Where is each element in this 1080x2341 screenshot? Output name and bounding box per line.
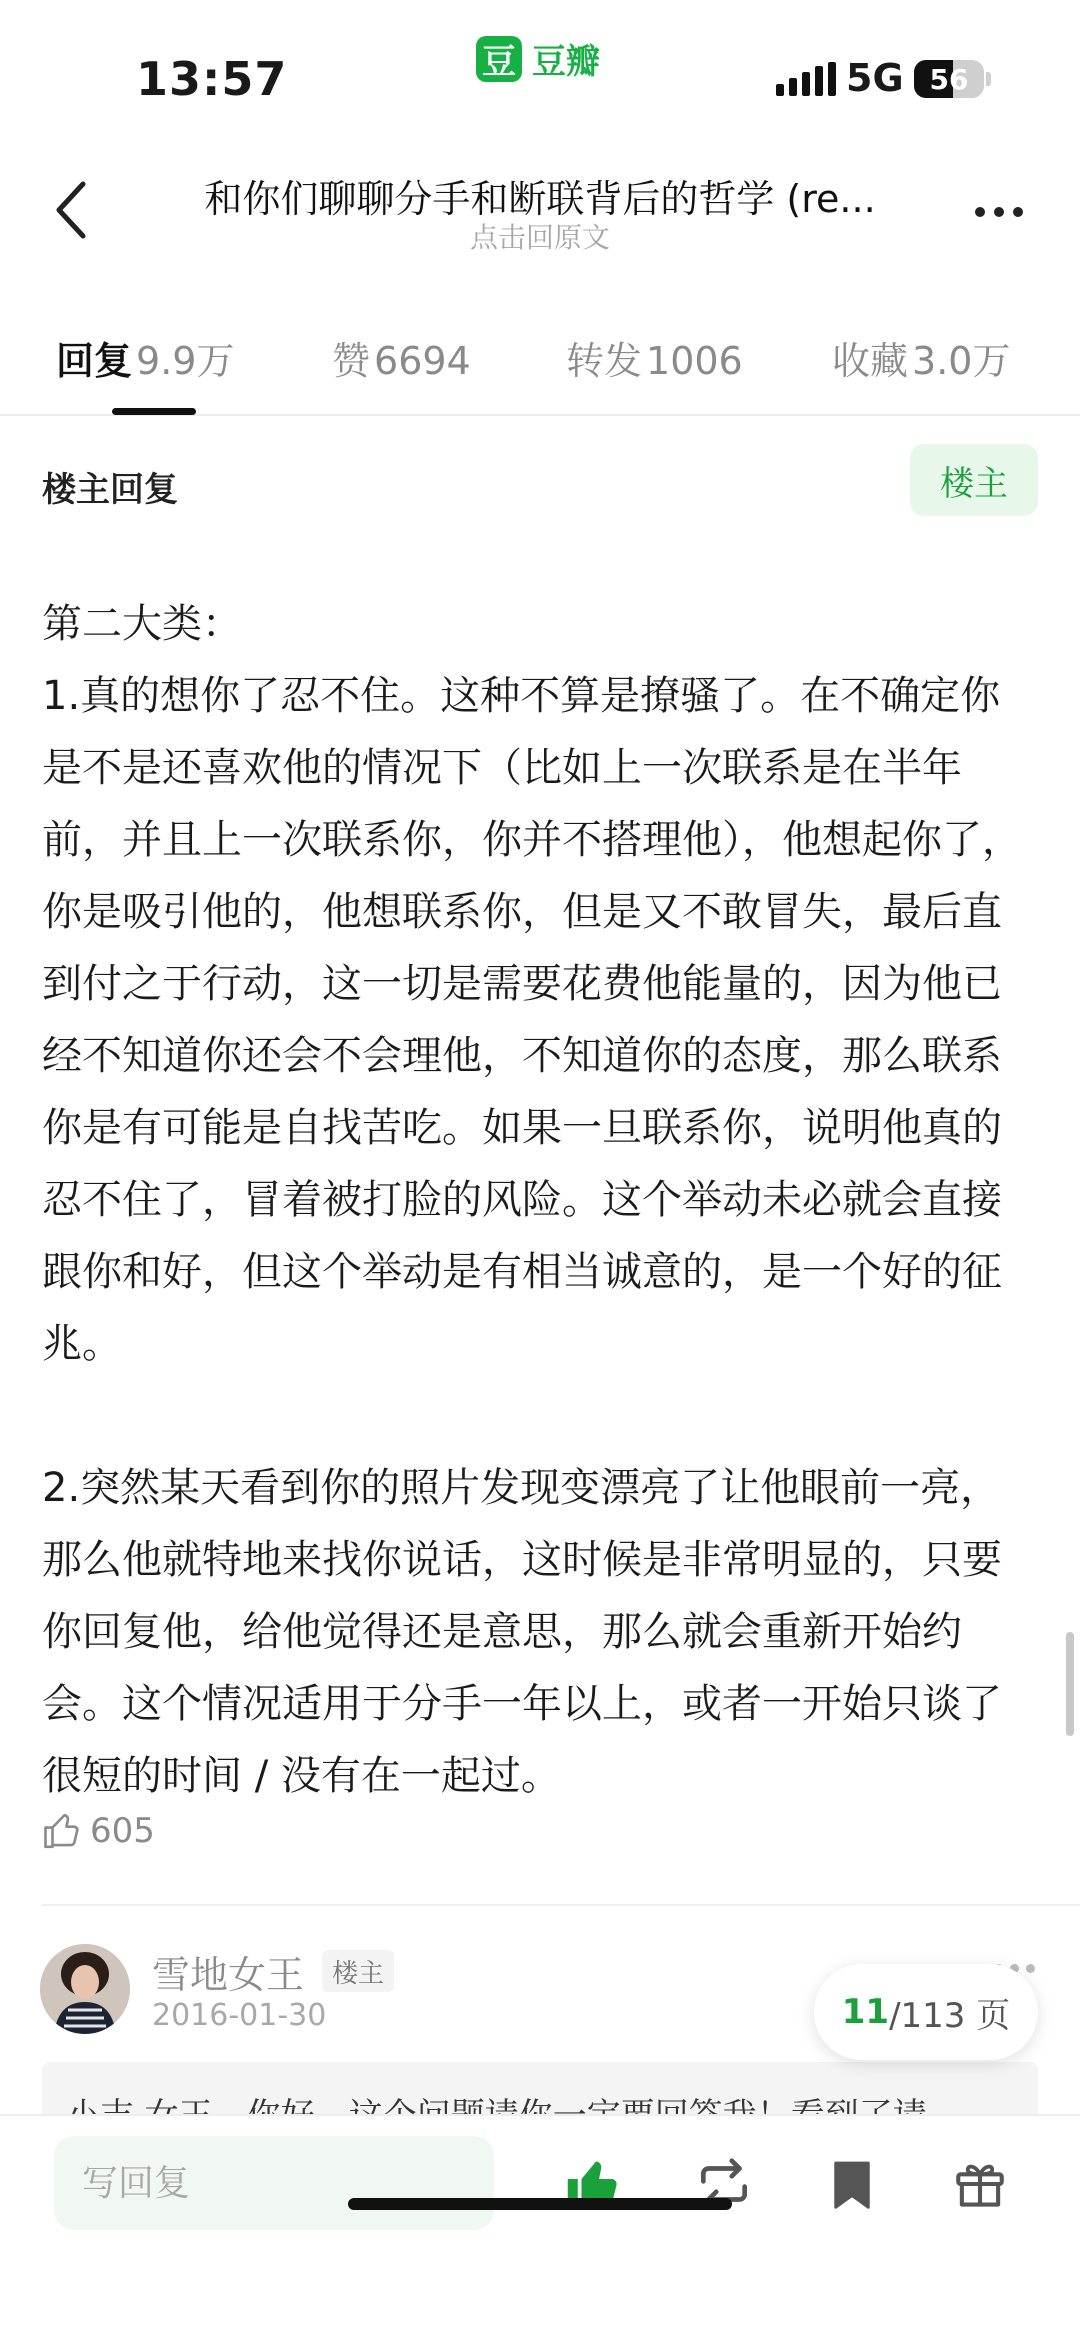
divider	[42, 1904, 1080, 1906]
dot-icon	[1013, 207, 1023, 217]
username[interactable]: 雪地女王	[152, 1953, 305, 1997]
reply-content	[42, 588, 1038, 1812]
current-page: 11	[841, 1992, 890, 2032]
dot-icon	[975, 207, 985, 217]
like-post-button[interactable]	[556, 2146, 632, 2222]
active-tab-indicator	[112, 408, 196, 415]
like-button[interactable]	[42, 1810, 155, 1852]
op-filter-button[interactable]: 楼主	[910, 444, 1038, 516]
nav-bar	[0, 150, 1080, 270]
gift-button[interactable]	[942, 2146, 1018, 2222]
op-tag: 楼主	[322, 1950, 394, 1992]
content-paragraph: 第二大类：	[42, 601, 242, 647]
battery-icon	[914, 60, 984, 98]
more-options-button[interactable]	[964, 192, 1034, 232]
scrollbar[interactable]	[1066, 1632, 1074, 1736]
reshare-button[interactable]	[686, 2146, 762, 2222]
douban-logo-icon: 豆	[476, 36, 522, 82]
page-indicator-button[interactable]	[814, 1964, 1038, 2060]
tab-count: 3.0万	[912, 339, 1011, 383]
avatar-image-icon	[40, 1944, 130, 2034]
tab-label: 转发	[566, 339, 643, 383]
back-to-original-link[interactable]: 点击回原文	[469, 221, 610, 254]
gift-icon	[951, 2155, 1009, 2213]
dot-icon	[1026, 1964, 1035, 1973]
page-title: 和你们聊聊分手和断联背后的哲学 (re...	[204, 177, 876, 221]
status-bar	[0, 0, 1080, 150]
total-pages: /113 页	[889, 1995, 1011, 2036]
comment-date: 2016-01-30	[152, 1998, 327, 2033]
network-type: 5G	[846, 56, 904, 100]
tab-bar	[0, 320, 1080, 416]
signal-icon	[776, 62, 836, 96]
home-indicator	[348, 2198, 732, 2210]
tab-replies[interactable]	[56, 330, 234, 385]
battery-level: 56	[929, 62, 969, 96]
collect-button[interactable]	[814, 2146, 890, 2222]
tab-count: 9.9万	[136, 339, 235, 383]
back-button[interactable]	[36, 170, 106, 250]
bookmark-icon	[824, 2156, 880, 2212]
thumbs-up-icon	[42, 1810, 84, 1852]
status-time: 13:57	[136, 52, 288, 106]
tab-label: 收藏	[832, 339, 909, 383]
brand-name: 豆瓣	[532, 42, 600, 82]
brand	[476, 34, 600, 83]
tab-reshares[interactable]	[566, 330, 743, 385]
bottom-action-bar	[0, 2114, 1080, 2341]
content-paragraph: 2.突然某天看到你的照片发现变漂亮了让他眼前一亮，那么他就特地来找你说话，这时候是非常明显的，只要你回复他，给他觉得还是意思，那么就会重新开始约会。这个情况适用于分手一年以上，或者一开始只谈了很短的时间 / 没有在一起过。	[42, 1465, 1002, 1799]
reply-input[interactable]	[54, 2136, 494, 2230]
content-paragraph: 1.真的想你了忍不住。这种不算是撩骚了。在不确定你是不是还喜欢他的情况下（比如上一次联系是在半年前，并且上一次联系你，你并不搭理他），他想起你了，你是吸引他的，他想联系你，但是又不敢冒失，最后直到付之于行动，这一切是需要花费他能量的，因为他已经不知道你还会不会理他，不知道你的态度，那么联系你是有可能是自找苦吃。如果一旦联系你，说明他真的忍不住了，冒着被打脸的风险。这个举动未必就会直接跟你和好，但这个举动是有相当诚意的，是一个好的征兆。	[42, 673, 1022, 1367]
tab-count: 6694	[374, 339, 471, 383]
section-title: 楼主回复	[42, 470, 178, 510]
tab-collections[interactable]	[832, 330, 1010, 385]
avatar[interactable]	[40, 1944, 130, 2034]
tab-likes[interactable]	[332, 330, 471, 385]
tab-label: 回复	[56, 339, 133, 383]
tab-label: 赞	[332, 339, 371, 383]
battery-cap	[986, 72, 991, 86]
dot-icon	[994, 207, 1004, 217]
like-count: 605	[90, 1811, 155, 1851]
tab-count: 1006	[646, 339, 743, 383]
chevron-left-icon	[51, 178, 91, 242]
